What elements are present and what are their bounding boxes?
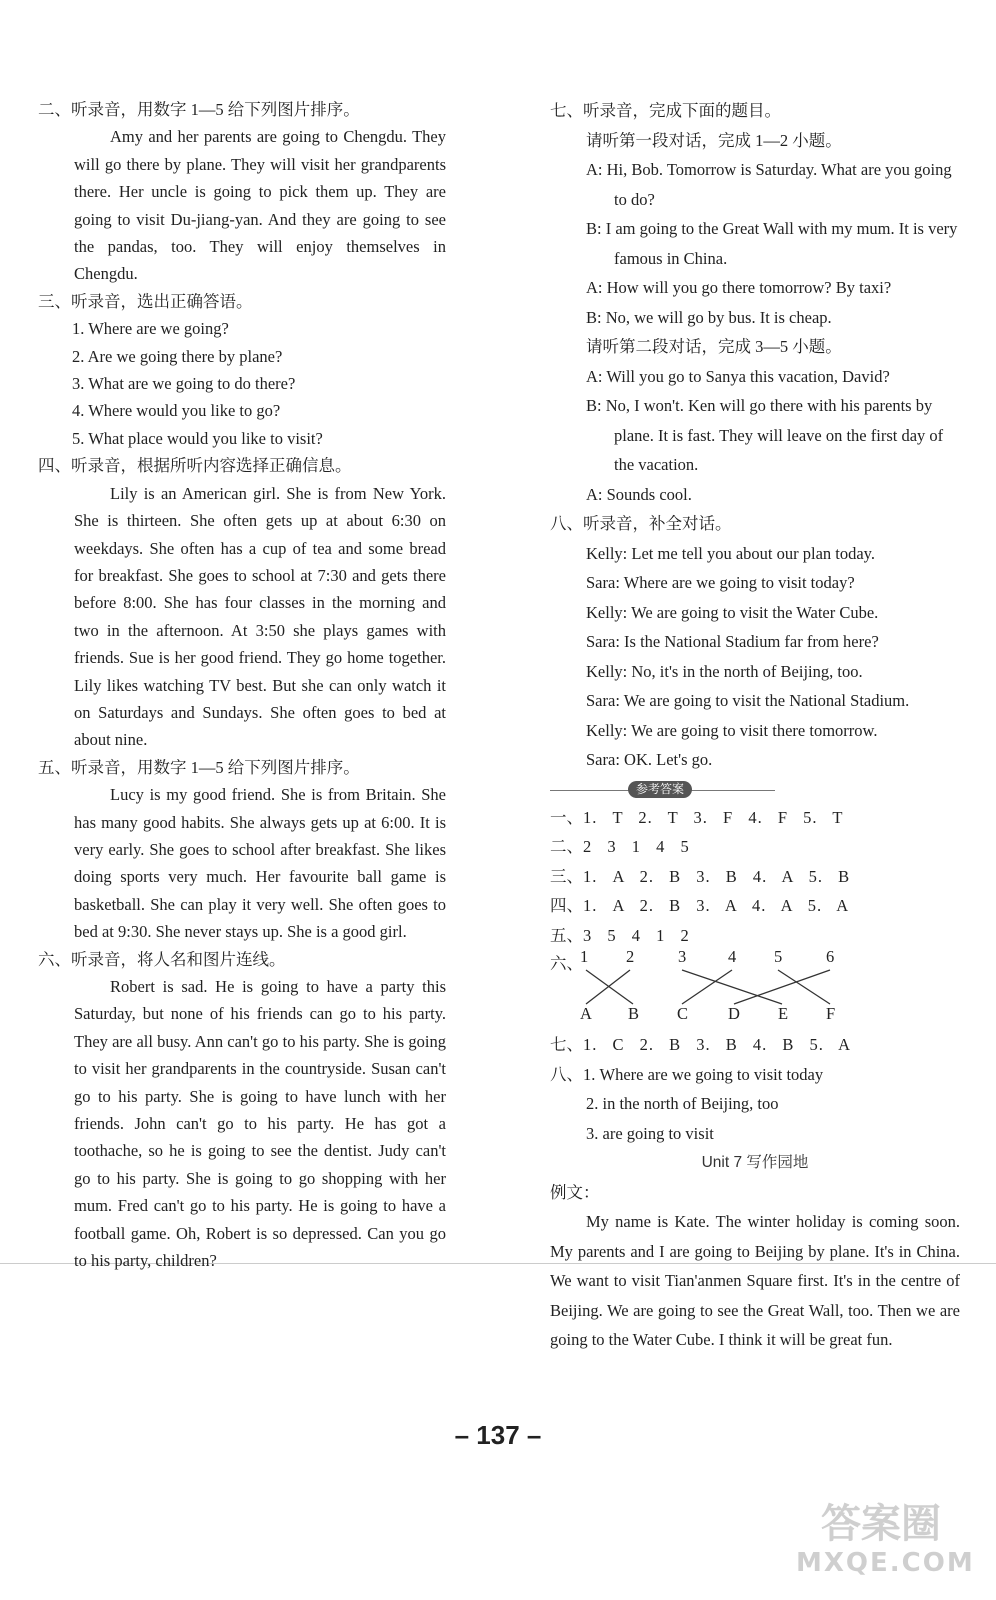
list-item: 1. Where are we going? — [72, 319, 229, 339]
answer-row-8: 八、1. Where are we going to visit today — [550, 1064, 824, 1084]
section-7 — [550, 96, 960, 509]
section-4-text: Lily is an American girl. She is from New York. She is thirteen. She often gets up at about 6:30 on weekdays. She often has a cup of tea and some bread for breakfast. She goes to school at 7:30 and gets there before 8:00. She has four classes in the morning and two in the afternoon. At 3:50 she plays games with friends. Sue is her good friend. They go home together. Lily likes watching TV best. But she can only watch it on Saturdays and Sundays. She often goes to bed at about nine. — [74, 483, 446, 750]
answer-row-8-item: 3. are going to visit — [586, 1123, 714, 1143]
dialog-line: Kelly: We are going to visit there tomorrow. — [586, 720, 878, 740]
matching-lines — [550, 950, 850, 1030]
match-bottom-e: E — [778, 1004, 789, 1023]
dialog-1 — [550, 155, 960, 332]
example-text: My name is Kate. The winter holiday is coming soon. My parents and I are going to Beijing by plane. It's in China. We want to visit Tian'anmen Square first. It's in the centre of Beijing. We are going to see the Great Wall, too. Then we are going to the Water Cube. I think it will be great fun. — [550, 1212, 960, 1349]
match-top-4: 4 — [728, 947, 737, 966]
dialog-line: Sara: Where are we going to visit today? — [586, 573, 855, 592]
section-3-list — [38, 315, 446, 452]
match-line-6-d — [734, 970, 830, 1004]
answer-row-3: 三、1. A 2. B 3. B 4. A 5. B — [550, 866, 851, 886]
section-2-heading: 二、听录音，用数字 1—5 给下列图片排序。 — [38, 100, 360, 119]
match-bottom-b: B — [628, 1004, 640, 1023]
dialog-line: Kelly: Let me tell you about our plan today. — [586, 543, 875, 563]
section-3-heading: 三、听录音，选出正确答语。 — [38, 291, 253, 311]
section-7-part1: 请听第一段对话，完成 1—2 小题。 — [586, 130, 842, 150]
example-label: 例文： — [550, 1182, 600, 1202]
answers-label: 参考答案 — [628, 781, 692, 798]
section-7-part2: 请听第二段对话，完成 3—5 小题。 — [586, 337, 842, 356]
section-6-heading: 六、听录音，将人名和图片连线。 — [38, 949, 286, 969]
dialog-line: A: Sounds cool. — [586, 484, 692, 504]
dialog-line: B: No, I won't. Ken will go there with his parents by plane. It is fast. They will leave on the first day of the vacation. — [586, 396, 944, 474]
list-item: 3. What are we going to do there? — [72, 374, 296, 394]
match-bottom-d: D — [728, 1004, 740, 1023]
answers-divider — [550, 777, 960, 803]
dialog-line: Sara: OK. Let's go. — [586, 750, 713, 769]
section-4 — [38, 452, 446, 753]
section-8 — [550, 509, 960, 775]
match-line-4-c — [682, 970, 732, 1004]
match-top-5: 5 — [774, 947, 783, 966]
dialog-line: A: How will you go there tomorrow? By taxi? — [586, 278, 892, 297]
dialog-line: Sara: We are going to visit the National Stadium. — [586, 691, 910, 710]
match-bottom-a: A — [580, 1004, 592, 1023]
dialog-line: Sara: Is the National Stadium far from here? — [586, 632, 879, 651]
section-8-heading: 八、听录音，补全对话。 — [550, 514, 732, 533]
section-2 — [38, 96, 446, 288]
dialog-line: B: I am going to the Great Wall with my mum. It is very famous in China. — [586, 219, 958, 268]
section-5-heading: 五、听录音，用数字 1—5 给下列图片排序。 — [38, 757, 360, 777]
dialog-line: B: No, we will go by bus. It is cheap. — [586, 307, 832, 327]
match-bottom-f: F — [826, 1004, 836, 1023]
answer-row-6-prefix: 六、 — [550, 954, 583, 973]
match-line-5-f — [778, 970, 830, 1004]
watermark-line-2: MXQE.COM — [796, 1548, 975, 1578]
watermark-logo — [796, 1500, 975, 1590]
section-2-text: Amy and her parents are going to Chengdu. They will go there by plane. They will visit her grandparents there. Her uncle is going to pick them up. They are going to visit Du-jiang-yan. And they are going to see the pandas, too. They will enjoy themselves in Chengdu. — [74, 127, 446, 284]
dialog-line: A: Hi, Bob. Tomorrow is Saturday. What are you going to do? — [586, 160, 952, 209]
dialog-line: A: Will you go to Sanya this vacation, David? — [586, 366, 890, 386]
answer-row-4: 四、1. A 2. B 3. A 4. A 5. A — [550, 896, 850, 915]
match-top-1: 1 — [580, 947, 589, 966]
answer-row-5: 五、3 5 4 1 2 — [550, 925, 690, 945]
match-top-2: 2 — [626, 947, 635, 966]
answer-row-1: 一、1. T 2. T 3. F 4. F 5. T — [550, 807, 844, 827]
match-bottom-c: C — [677, 1004, 689, 1023]
dialog-line: Kelly: No, it's in the north of Beijing, too. — [586, 661, 863, 681]
left-column — [38, 96, 446, 1274]
answer-row-6-matching — [550, 947, 960, 1030]
dialog-line: Kelly: We are going to visit the Water Cube. — [586, 602, 879, 622]
match-top-3: 3 — [678, 947, 687, 966]
watermark-line-1: 答案圈 — [821, 1501, 941, 1547]
section-7-heading: 七、听录音，完成下面的题目。 — [550, 101, 781, 120]
list-item: 5. What place would you like to visit? — [72, 428, 323, 448]
section-5-text: Lucy is my good friend. She is from Britain. She has many good habits. She always gets up at 6:00. It is very early. She goes to school after breakfast. She likes doing sports very much. Her favourite ball game is basketball. She can play it very well. She often goes to bed at 9:30. She never stays up. She is a good girl. — [74, 785, 446, 942]
section-5 — [38, 754, 446, 946]
answer-row-8-item: 2. in the north of Beijing, too — [586, 1094, 779, 1113]
section-6-text: Robert is sad. He is going to have a party this Saturday, but none of his friends can go to his party. They are all busy. Ann can't go to his party. She is going to visit her grandparents in the countryside. Susan can't go to his party. She is going to have lunch with her friends. John can't go to his party. He has got a toothache, so he is going to see the dentist. Judy can't go to his party. She is going to go shopping with her mum. Fred can't go to his party. He is going to have a football game. Oh, Robert is so depressed. Can you go to his party, children? — [74, 977, 446, 1271]
dialog-2 — [550, 362, 960, 510]
answer-key — [550, 803, 960, 1149]
list-item: 4. Where would you like to go? — [72, 401, 281, 421]
dialog-3 — [550, 539, 960, 775]
section-3 — [38, 288, 446, 452]
answer-row-7: 七、1. C 2. B 3. B 4. B 5. A — [550, 1035, 852, 1054]
right-column — [550, 96, 960, 1355]
unit-title: Unit 7 写作园地 — [701, 1154, 809, 1171]
match-line-3-e — [682, 970, 782, 1004]
answer-row-2: 二、2 3 1 4 5 — [550, 837, 690, 856]
section-6 — [38, 946, 446, 1275]
list-item: 2. Are we going there by plane? — [72, 346, 283, 366]
page-number: – 137 – — [454, 1420, 542, 1450]
section-4-heading: 四、听录音，根据所听内容选择正确信息。 — [38, 456, 352, 476]
match-top-6: 6 — [826, 947, 835, 966]
